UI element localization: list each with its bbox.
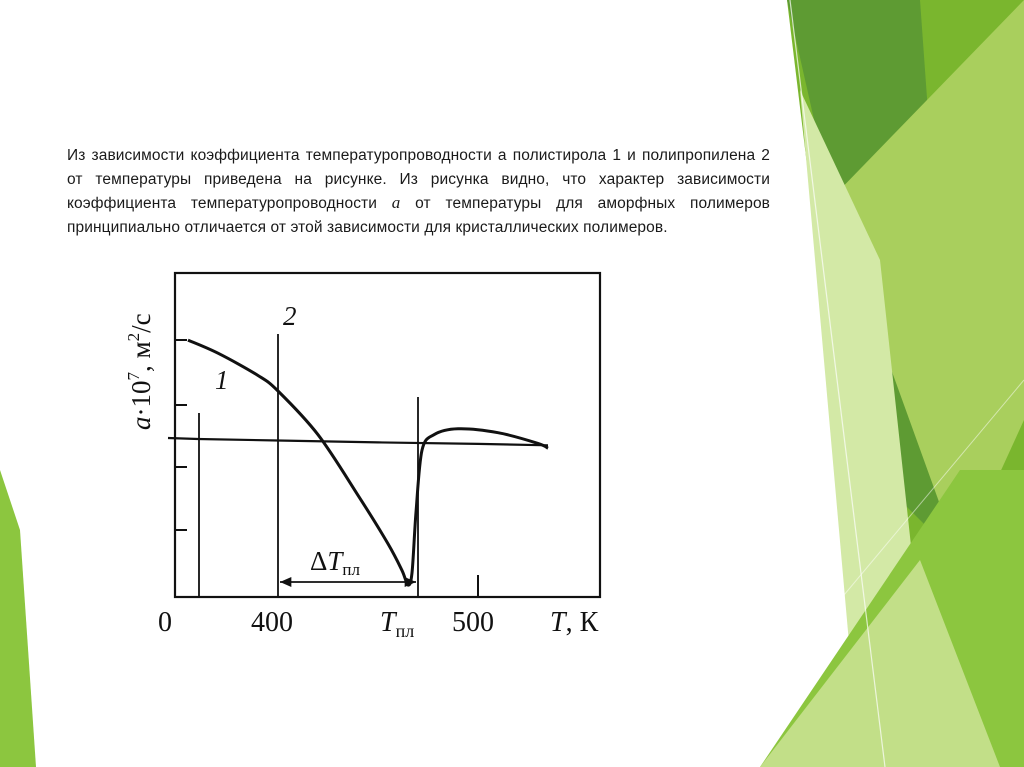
melting-range-marker	[280, 543, 416, 582]
x-tick-label-500: 500	[452, 607, 494, 638]
x-tick-label-0: 0	[158, 607, 172, 638]
description-paragraph	[67, 144, 770, 239]
thermal-diffusivity-chart	[110, 265, 630, 650]
y-ticks	[175, 340, 187, 530]
series-1-line	[168, 438, 548, 445]
paragraph-italic-a: a	[391, 193, 401, 212]
x-axis-label: T, К	[550, 607, 599, 638]
left-green-sliver	[0, 470, 36, 767]
melting-range-label: ΔTпл	[310, 546, 360, 579]
series-1-label: 1	[215, 365, 229, 395]
y-axis-label: $a\cdot 10^7$, $м^2/с$	[124, 313, 156, 430]
paragraph-text-1: Из зависимости коэффициента температуропроводности а полистирола 1 и полипропилена 2 от температуры приведена на рисунке. Из рисунка видно, что характер зависимости коэффициента температуропроводности	[67, 147, 770, 212]
series-2-label: 2	[283, 301, 297, 331]
x-tick-label-400: 400	[251, 607, 293, 638]
paragraph-text-2: от температуры для аморфных полимеров принципиально отличается от этой зависимости для кристаллических полимеров.	[67, 195, 770, 236]
melting-point-label: $T_{пл}$	[380, 607, 415, 641]
plot-frame	[175, 273, 600, 597]
